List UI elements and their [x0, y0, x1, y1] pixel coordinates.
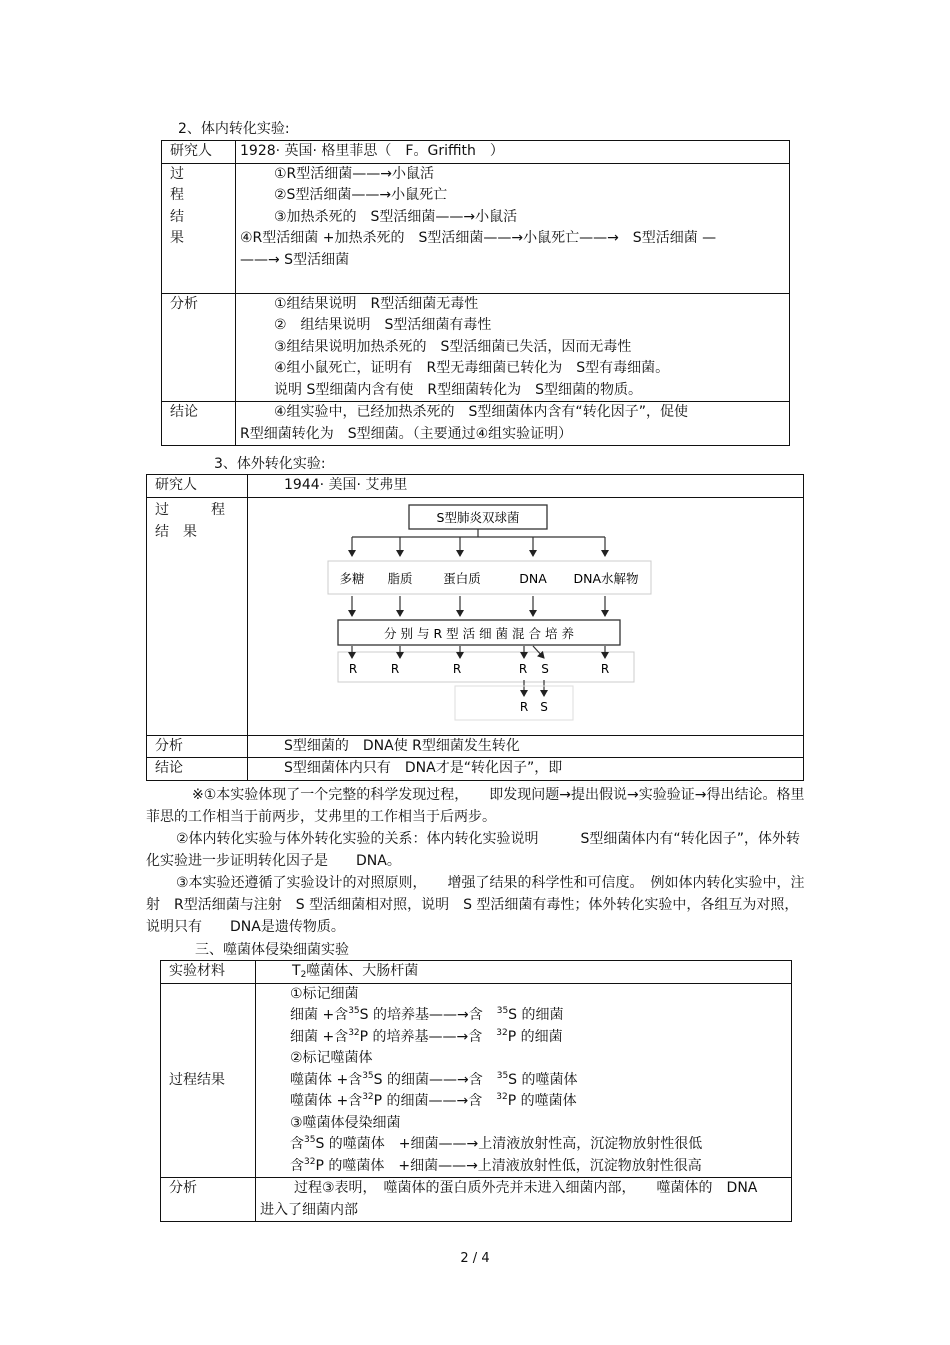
process-line: ①R型活细菌——→小鼠活	[274, 165, 435, 182]
process-content	[256, 983, 792, 1178]
component-label: 蛋白质	[443, 570, 481, 586]
process-line: 噬菌体 +含$^{32}$P 的细菌——→含 $^{32}$P 的噬菌体	[290, 1092, 577, 1109]
process-label: 过 程 结果	[147, 497, 248, 735]
results-box	[338, 652, 634, 682]
component-label: DNA水解物	[573, 570, 639, 586]
table-row	[162, 402, 790, 446]
analysis-line: ② 组结果说明 S型活细菌有毒性	[274, 317, 492, 333]
note-paragraph: ※①本实验体现了一个完整的科学发现过程， 即发现问题→提出假说→实验验证→得出结论。格里菲思的工作相当于前两步，艾弗里的工作相当于后两步。	[146, 787, 805, 825]
experiment-diagram-cell	[248, 497, 804, 735]
top-box-label: S型肺炎双球菌	[436, 509, 520, 525]
conclusion-line: R型细菌转化为 S型细菌。（主要通过④组实验证明）	[240, 425, 573, 442]
process-line: 噬菌体 +含$^{35}$S 的细菌——→含 $^{35}$S 的噬菌体	[290, 1070, 578, 1088]
in-vivo-table	[161, 140, 790, 446]
note-paragraph: ③本实验还遵循了实验设计的对照原则， 增强了结果的科学性和可信度。 例如体内转化实验中，注射 R型活细菌与注射 S 型活细菌相对照，说明 S 型活细菌有毒性；体外转化实验中，各组互为对照，说明只有 DNA是遗传物质。	[146, 875, 805, 935]
result-label: R	[518, 661, 528, 676]
process-line: 细菌 +含$^{32}$P 的培养基——→含 $^{32}$P 的细菌	[290, 1027, 563, 1045]
researcher-value: 1944· 美国· 艾弗里	[248, 475, 804, 498]
material-text: 噬菌体、大肠杆菌	[306, 963, 419, 979]
process-label-char: 过	[170, 165, 184, 182]
process-label-char: 程	[170, 187, 184, 203]
conclusion-content	[236, 402, 790, 446]
process-content	[236, 163, 790, 293]
table-row	[161, 983, 792, 1178]
component-label: DNA	[519, 570, 547, 586]
section-3-title: 3、体外转化实验:	[214, 456, 326, 472]
analysis-line: ①组结果说明 R型活细菌无毒性	[274, 295, 479, 312]
analysis-line: 过程③表明， 噬菌体的蛋白质外壳并未进入细菌内部， 噬菌体的 DNA	[294, 1180, 758, 1196]
process-line: ③噬菌体侵染细菌	[290, 1114, 401, 1131]
notes	[146, 784, 806, 938]
analysis-label: 分析	[161, 1178, 256, 1222]
process-line: 含$^{32}$P 的噬菌体 +细菌——→上清液放射性低，沉淀物放射性很高	[290, 1156, 702, 1174]
process-line: ——→ S型活细菌	[240, 251, 350, 268]
table-row	[147, 497, 804, 735]
result-label: R	[600, 661, 610, 676]
process-line: ②标记噬菌体	[290, 1050, 373, 1066]
analysis-line: 说明 S型细菌内含有使 R型细菌转化为 S型细菌的物质。	[274, 381, 642, 398]
experiment-diagram	[248, 498, 802, 734]
note-paragraph: ②体内转化实验与体外转化实验的关系：体内转化实验说明 S型细菌体内有“转化因子”，体外转化实验进一步证明转化因子是 DNA。	[146, 831, 800, 869]
analysis-line: 进入了细菌内部	[260, 1201, 358, 1218]
analysis-content	[256, 1178, 792, 1222]
process-label-char: 果	[170, 230, 184, 246]
process-label	[162, 163, 236, 293]
table-row	[147, 758, 804, 781]
table-row	[147, 735, 804, 758]
material-subscript: 2	[300, 970, 307, 980]
process-line: 细菌 +含$^{35}$S 的培养基——→含 $^{35}$S 的细菌	[290, 1006, 564, 1023]
section-2-title: 2、体内转化实验:	[178, 121, 290, 137]
researcher-label: 研究人	[147, 475, 248, 498]
analysis-label: 分析	[147, 735, 248, 758]
process-line: ④R型活细菌 +加热杀死的 S型活细菌——→小鼠死亡——→ S型活细菌 —	[240, 230, 717, 246]
second-results-box	[455, 686, 573, 720]
process-line: ③加热杀死的 S型活细菌——→小鼠活	[274, 208, 518, 225]
analysis-content	[236, 293, 790, 402]
researcher-label: 研究人	[162, 141, 236, 164]
process-line: 含$^{35}$S 的噬菌体 +细菌——→上清液放射性高，沉淀物放射性很低	[290, 1135, 703, 1152]
material-text: T	[292, 963, 301, 979]
result-label: S	[541, 661, 549, 676]
process-line: ①标记细菌	[290, 985, 359, 1002]
component-label: 多糖	[339, 570, 365, 586]
result-label: R	[348, 661, 358, 676]
table-row	[147, 475, 804, 498]
analysis-label: 分析	[162, 293, 236, 402]
material-content	[256, 961, 792, 984]
table-row	[162, 163, 790, 293]
conclusion-label: 结论	[147, 758, 248, 781]
table-row	[162, 293, 790, 402]
process-label-char: 结	[170, 208, 184, 225]
analysis-content: S型细菌的 DNA使 R型细菌发生转化	[248, 735, 804, 758]
component-label: 脂质	[387, 570, 413, 586]
conclusion-content: S型细菌体内只有 DNA才是“转化因子”，即	[248, 758, 804, 781]
researcher-value: 1928· 英国· 格里菲思（ F。Griffith ）	[236, 141, 790, 164]
table-row	[162, 141, 790, 164]
result-label: S	[540, 699, 548, 714]
process-line: ②S型活细菌——→小鼠死亡	[274, 187, 448, 203]
conclusion-label: 结论	[162, 402, 236, 446]
material-label: 实验材料	[161, 961, 256, 984]
table-row	[161, 1178, 792, 1222]
process-label: 过程结果	[161, 983, 256, 1178]
result-label: R	[452, 661, 462, 676]
analysis-line: ③组结果说明加热杀死的 S型活细菌已失活，因而无毒性	[274, 338, 632, 355]
page-number: 2 / 4	[460, 1251, 490, 1266]
table-row	[161, 961, 792, 984]
culture-label: 分 别 与 R 型 活 细 菌 混 合 培 养	[384, 625, 574, 641]
conclusion-line: ④组实验中，已经加热杀死的 S型细菌体内含有“转化因子”，促使	[274, 404, 688, 420]
result-label: R	[390, 661, 400, 676]
result-label: R	[519, 699, 529, 714]
analysis-line: ④组小鼠死亡，证明有 R型无毒细菌已转化为 S型有毒细菌。	[274, 360, 670, 376]
in-vitro-table	[146, 474, 804, 781]
phage-table	[160, 960, 792, 1222]
section-phage-title: 三、噬菌体侵染细菌实验	[195, 942, 349, 958]
